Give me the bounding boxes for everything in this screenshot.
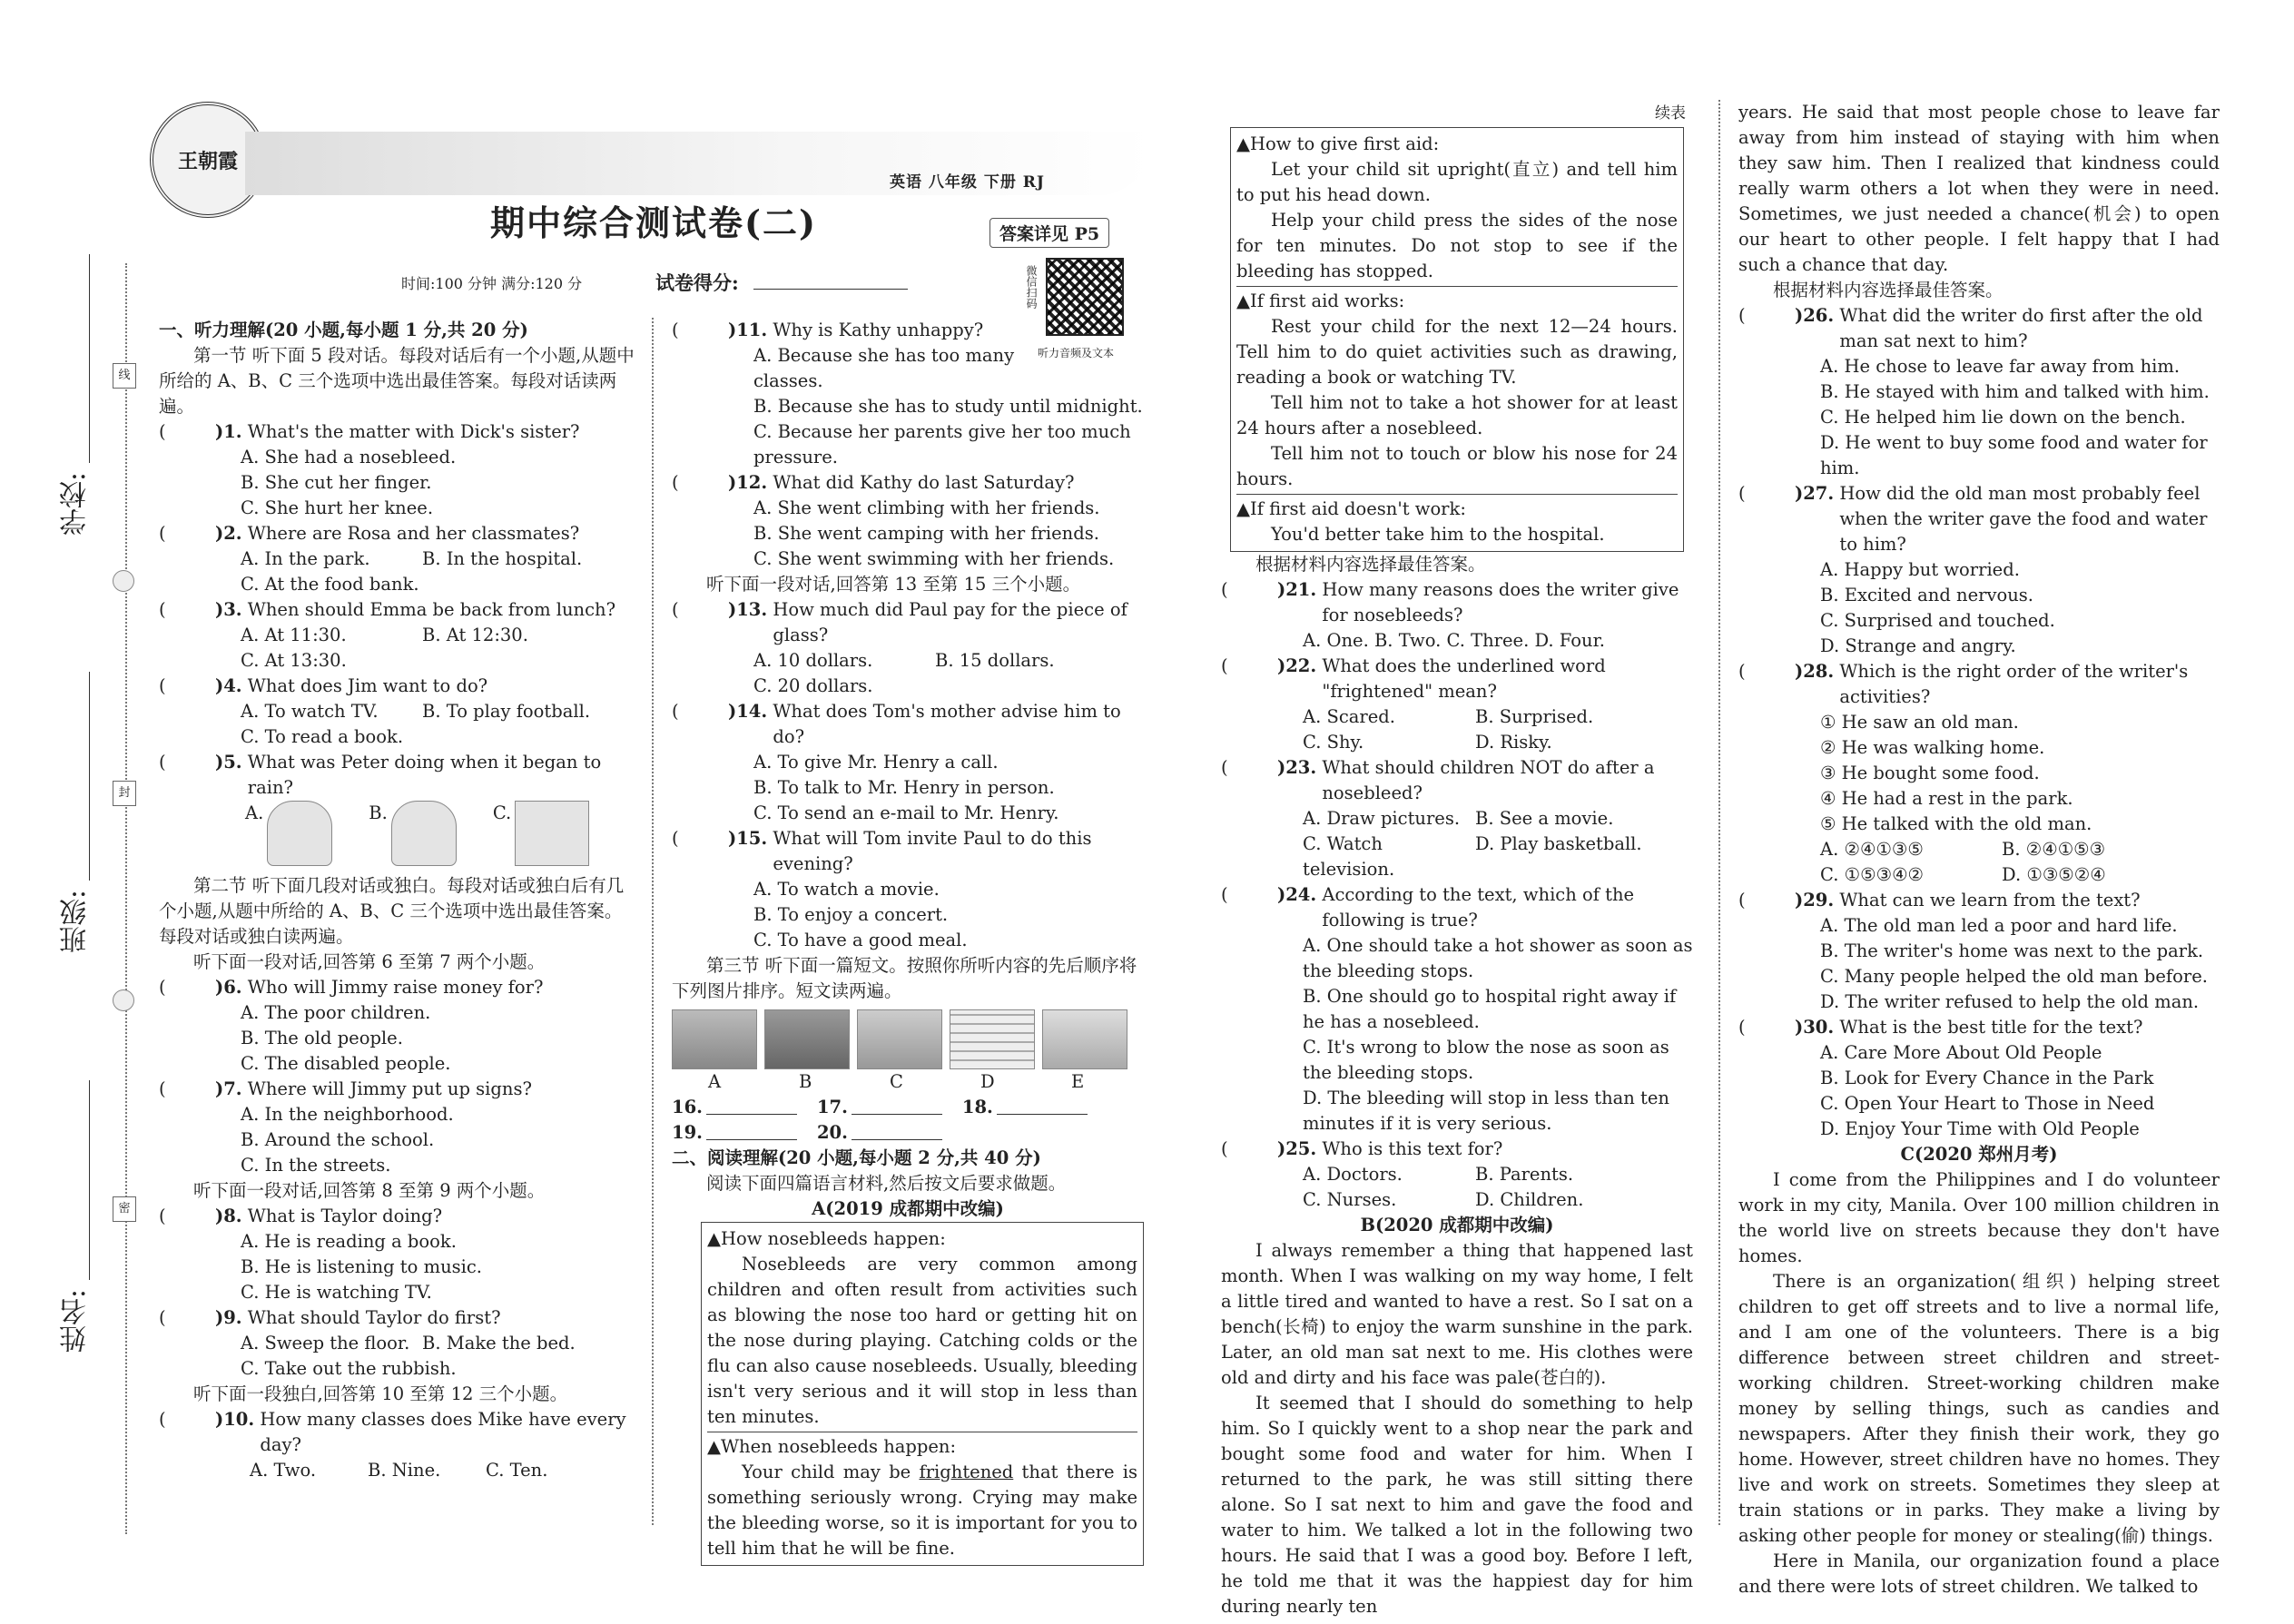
q11-opt-a[interactable]: A. Because she has too many classes. (753, 345, 1015, 391)
seal-mark-2: 封 (113, 781, 136, 806)
logo-text: 王朝霞 (177, 149, 238, 173)
blank-16-label: 16. (672, 1097, 703, 1117)
q7-opt-c[interactable]: C. In the streets. (241, 1155, 391, 1176)
q7-num: )7. (215, 1078, 242, 1099)
question-8[interactable]: ( )8. What is Taylor doing? (159, 1204, 635, 1229)
pic-label-e: E (1071, 1071, 1085, 1092)
q23-opts-2 (1221, 832, 1693, 882)
q6-num: )6. (215, 977, 242, 998)
q25-text: Who is this text for? (1322, 1138, 1503, 1159)
q28-opt-a[interactable]: A. ②④①③⑤ (1820, 839, 1924, 860)
q27-opt-a[interactable]: A. Happy but worried. (1820, 559, 2020, 580)
q27-opt-d[interactable]: D. Strange and angry. (1820, 635, 2016, 656)
q9-opt-c[interactable]: C. Take out the rubbish. (241, 1358, 457, 1379)
blank-19-label: 19. (672, 1122, 703, 1143)
q5-pictures (159, 801, 635, 873)
q29-num: )29. (1795, 890, 1835, 910)
col-divider-3 (1718, 100, 1720, 1525)
q4-text: What does Jim want to do? (247, 675, 488, 696)
q22-opt-c[interactable]: C. Shy. (1303, 732, 1364, 753)
q22-opt-b[interactable]: B. Surprised. (1475, 706, 1594, 727)
q23-opts-1 (1221, 806, 1693, 832)
continued-label: 续表 (1655, 104, 1686, 123)
q5-label-b: B. (369, 802, 388, 823)
q29-opt-b[interactable]: B. The writer's home was next to the park. (1820, 940, 2204, 961)
q2-opt-b[interactable]: B. In the hospital. (422, 548, 583, 569)
q15-num: )15. (728, 828, 768, 849)
q25-opt-d[interactable]: D. Children. (1475, 1189, 1584, 1210)
q3-opts (159, 623, 635, 648)
q27-text: How did the old man most probably feel when the writer gave the food and water to him? (1839, 483, 2208, 555)
box-a1-head: ▲How nosebleeds happen: (707, 1228, 946, 1249)
man-phone-image[interactable] (764, 1009, 850, 1069)
q24-opt-a[interactable]: A. One should take a hot shower as soon as the bleeding stops. (1303, 935, 1693, 981)
q25-opt-c[interactable]: C. Nurses. (1303, 1189, 1397, 1210)
blank-18[interactable] (997, 1095, 1088, 1115)
box-b3 (1236, 495, 1678, 549)
calendar-image[interactable] (950, 1009, 1035, 1069)
box-b3-head: ▲If first aid doesn't work: (1236, 498, 1466, 519)
box-b2-p3: Tell him not to touch or blow his nose for 24 hours. (1236, 443, 1678, 489)
question-3[interactable]: ( )3. When should Emma be back from lunch? (159, 597, 635, 623)
question-6[interactable]: ( )6. Who will Jimmy raise money for? (159, 975, 635, 1000)
q28-item-4: ④ He had a rest in the park. (1820, 788, 2073, 809)
q1-text: What's the matter with Dick's sister? (247, 421, 580, 442)
box-a2-text (707, 1460, 1137, 1561)
s3-intro: 第三节 听下面一篇短文。按照你所听内容的先后顺序将下列图片排序。短文读两遍。 (672, 955, 1137, 1001)
q29-opt-a[interactable]: A. The old man led a poor and hard life. (1820, 915, 2178, 936)
q10-opt-c[interactable]: C. Ten. (486, 1460, 548, 1481)
family-image[interactable] (857, 1009, 942, 1069)
question-28[interactable]: ( )28. Which is the right order of the writer's activities? (1738, 659, 2220, 710)
binding-line (125, 263, 127, 1534)
s2-reading-intro: 阅读下面四篇语言材料,然后按文后要求做题。 (706, 1173, 1067, 1194)
q30-opt-a[interactable]: A. Care More About Old People (1820, 1042, 2102, 1063)
q22-opt-a[interactable]: A. Scared. (1303, 706, 1395, 727)
q30-opt-c[interactable]: C. Open Your Heart to Those in Need (1820, 1093, 2155, 1114)
box-b3-p1: You'd better take him to the hospital. (1271, 524, 1605, 545)
col3-instr: 根据材料内容选择最佳答案。 (1255, 554, 1486, 575)
q13-opt-c[interactable]: C. 20 dollars. (753, 675, 873, 696)
passage-c-p2: There is an organization(组织) helping street children to get off streets and to live a normal life, and I am one of the volunteers. There is a big difference between street children and street-working children. Street-working children make money by selling things, such as candies and newspapers. After they finish their work, they go home. However, street children have no homes. They live and work on streets. Sometimes they sleep at train stations or in parks. They make a living by asking other people for money or stealing(偷) things. (1738, 1271, 2220, 1546)
q12-opt-b[interactable]: B. She went camping with her friends. (753, 523, 1099, 544)
score-blank[interactable] (753, 289, 908, 290)
col-divider-1 (652, 318, 654, 1525)
q21-num: )21. (1277, 579, 1317, 600)
q25-opts-2 (1221, 1187, 1693, 1213)
q28-item-5: ⑤ He talked with the old man. (1820, 813, 2092, 834)
blank-16[interactable] (706, 1095, 797, 1115)
page-title: 期中综合测试卷(二) (490, 202, 817, 243)
q22-opts-1 (1221, 704, 1693, 730)
q4-num: )4. (215, 675, 242, 696)
q23-num: )23. (1277, 757, 1317, 778)
question-22[interactable]: ( )22. What does the underlined word "frightened" mean? (1221, 654, 1693, 704)
s1-intro: 第一节 听下面 5 段对话。每段对话后有一个小题,从题中所给的 A、B、C 三个选项中选出最佳答案。每段对话读两遍。 (159, 345, 635, 417)
q14-opt-b[interactable]: B. To talk to Mr. Henry in person. (753, 777, 1055, 798)
q23-opt-c[interactable]: C. Watch television. (1303, 833, 1395, 880)
score-label: 试卷得分: (655, 271, 739, 294)
blank-row-1 (672, 1095, 1144, 1120)
q10-text: How many classes does Mike have every day? (260, 1409, 626, 1455)
pic-label-b: B (799, 1071, 812, 1092)
q6-opt-a[interactable]: A. The poor children. (241, 1002, 431, 1023)
q5-text: What was Peter doing when it began to rain? (247, 752, 602, 798)
q25-opts-1 (1221, 1162, 1693, 1187)
q24-text: According to the text, which of the following is true? (1322, 884, 1635, 930)
passage-a-box-cont (1230, 127, 1684, 552)
q13-opts (672, 648, 1144, 674)
box-a1 (707, 1225, 1137, 1432)
blank-18-label: 18. (961, 1097, 993, 1117)
q6-opt-b[interactable]: B. The old people. (241, 1028, 403, 1048)
q2-opt-a[interactable]: A. In the park. (241, 548, 370, 569)
passage-c-p3: Here in Manila, our organization found a place and there were lots of street children. We talked to (1738, 1550, 2220, 1597)
q22-text: What does the underlined word "frightened" mean? (1322, 655, 1606, 702)
q1-opt-a[interactable]: A. She had a nosebleed. (241, 447, 457, 468)
box-b1-p1: Let your child sit upright(直立) and tell him to put his head down. (1236, 159, 1678, 205)
passage-b-p1: I always remember a thing that happened last month. When I was walking on my way home, I felt a little tired and wanted to have a rest. So I sat on a bench(长椅) to enjoy the warm sunshine in the park. Later, an old man sat next to me. His clothes were old and dirty and his face was pale(苍白的). (1221, 1240, 1693, 1388)
q14-opt-a[interactable]: A. To give Mr. Henry a call. (753, 752, 999, 773)
q26-text: What did the writer do first after the old man sat next to him? (1839, 305, 2203, 351)
s3-pictures (672, 1009, 1144, 1069)
question-26[interactable]: ( )26. What did the writer do first after the old man sat next to him? (1738, 303, 2220, 354)
s2-d: 听下面一段对话,回答第 13 至第 15 三个小题。 (706, 574, 1081, 595)
q28-item-2: ② He was walking home. (1820, 737, 2045, 758)
q12-text: What did Kathy do last Saturday? (773, 472, 1075, 493)
question-2[interactable]: ( )2. Where are Rosa and her classmates? (159, 521, 635, 546)
q28-text: Which is the right order of the writer's activities? (1839, 661, 2189, 707)
box-a2 (707, 1432, 1137, 1563)
reading-child-image (267, 801, 332, 866)
q9-num: )9. (215, 1307, 242, 1328)
passage-b-cont: years. He said that most people chose to leave far away from him instead of staying with him when they saw him. Then I realized that kindness could really warm others a lot when they were in need. Sometimes, we just needed a chance(机会) to open our heart to other people. I felt happy that I had such a chance that day. (1738, 102, 2220, 275)
time-score: 时间:100 分钟 满分:120 分 (401, 275, 583, 292)
blank-19[interactable] (706, 1120, 797, 1140)
q8-opt-c[interactable]: C. He is watching TV. (241, 1282, 432, 1303)
qr-side-label: 微信扫码 (1025, 265, 1038, 309)
q3-opt-b[interactable]: B. At 12:30. (422, 625, 528, 645)
q6-opt-c[interactable]: C. The disabled people. (241, 1053, 451, 1074)
blank-17-label: 17. (816, 1097, 848, 1117)
q13-opt-b[interactable]: B. 15 dollars. (935, 650, 1055, 671)
q14-text: What does Tom's mother advise him to do? (773, 701, 1121, 747)
blank-20[interactable] (852, 1120, 942, 1140)
q4-opts (159, 699, 635, 724)
q13-num: )13. (728, 599, 768, 620)
q10-opt-a[interactable]: A. Two. (250, 1460, 317, 1481)
box-b2-p1: Rest your child for the next 12—24 hours. Tell him to do quiet activities such as drawing, reading a book or watching TV. (1236, 316, 1678, 388)
q5-pic-b[interactable] (369, 801, 457, 873)
q3-opt-c[interactable]: C. At 13:30. (241, 650, 347, 671)
q2-opts (159, 546, 635, 572)
q23-text: What should children NOT do after a nosebleed? (1322, 757, 1655, 803)
q2-opt-c[interactable]: C. At the food bank. (241, 574, 419, 595)
col4-instr: 根据材料内容选择最佳答案。 (1773, 280, 2004, 300)
q28-opt-b[interactable]: B. ②④①⑤③ (2002, 839, 2106, 860)
q27-num: )27. (1795, 483, 1835, 504)
section-1-heading: 一、听力理解(20 小题,每小题 1 分,共 20 分) (159, 320, 528, 340)
runner-image[interactable] (672, 1009, 757, 1069)
q26-opt-a[interactable]: A. He chose to leave far away from him. (1820, 356, 2181, 377)
q23-opt-b[interactable]: B. See a movie. (1475, 808, 1614, 829)
q28-item-3: ③ He bought some food. (1820, 763, 2040, 783)
section-2-heading: 二、阅读理解(20 小题,每小题 2 分,共 40 分) (672, 1147, 1041, 1168)
q9-opt-b[interactable]: B. Make the bed. (422, 1333, 576, 1353)
question-4[interactable]: ( )4. What does Jim want to do? (159, 674, 635, 699)
q1-opt-b[interactable]: B. She cut her finger. (241, 472, 432, 493)
qr-caption: 听力音频及文本 (1038, 347, 1115, 359)
q5-pic-c[interactable] (493, 801, 589, 873)
question-7[interactable]: ( )7. Where will Jimmy put up signs? (159, 1077, 635, 1102)
q22-opts-2 (1221, 730, 1693, 755)
class-label: 班级: (60, 890, 92, 954)
q28-opt-c[interactable]: C. ①⑤③④② (1820, 864, 1925, 885)
question-27[interactable]: ( )27. How did the old man most probably feel when the writer gave the food and water to him? (1738, 481, 2220, 557)
blank-20-label: 20. (816, 1122, 848, 1143)
box-b1-head: ▲How to give first aid: (1236, 133, 1440, 154)
q8-opt-a[interactable]: A. He is reading a book. (241, 1231, 457, 1252)
q11-num: )11. (728, 320, 768, 340)
question-25[interactable]: ( )25. Who is this text for? (1221, 1137, 1693, 1162)
q1-opt-c[interactable]: C. She hurt her knee. (241, 497, 434, 518)
s2-intro: 第二节 听下面几段对话或独白。每段对话或独白后有几个小题,从题中所给的 A、B、C 三个选项中选出最佳答案。每段对话或独白读两遍。 (159, 875, 625, 947)
question-21[interactable]: ( )21. How many reasons does the writer give for nosebleeds? (1221, 577, 1693, 628)
q22-opt-d[interactable]: D. Risky. (1475, 732, 1552, 753)
subject-label: 英语 八年级 下册 RJ (890, 173, 1045, 192)
q29-opt-c[interactable]: C. Many people helped the old man before. (1820, 966, 2208, 987)
q15-opt-c[interactable]: C. To have a good meal. (753, 930, 968, 950)
q30-opt-b[interactable]: B. Look for Every Chance in the Park (1820, 1068, 2154, 1088)
q27-opt-b[interactable]: B. Excited and nervous. (1820, 585, 2033, 605)
name-blank[interactable] (89, 1080, 90, 1280)
question-1[interactable]: ( )1. What's the matter with Dick's sister? (159, 419, 635, 445)
box-b2 (1236, 287, 1678, 495)
passage-b-title: B(2020 成都期中改编) (1360, 1215, 1554, 1235)
binding-circle-2 (113, 989, 134, 1011)
q11-opt-b[interactable]: B. Because she has to study until midnight. (753, 396, 1143, 417)
q12-opt-a[interactable]: A. She went climbing with her friends. (753, 497, 1100, 518)
seal-mark-1: 线 (113, 363, 136, 389)
q23-opt-a[interactable]: A. Draw pictures. (1303, 808, 1461, 829)
question-11[interactable]: ( )11. Why is Kathy unhappy? (672, 318, 1144, 343)
q28-num: )28. (1795, 661, 1835, 682)
blank-17[interactable] (852, 1095, 942, 1115)
q10-num: )10. (215, 1409, 255, 1430)
q15-text: What will Tom invite Paul to do this evening? (773, 828, 1092, 874)
q10-opt-b[interactable]: B. Nine. (368, 1460, 441, 1481)
column-3 (1221, 127, 1693, 1619)
q5-label-a: A. (245, 802, 264, 823)
q27-opt-c[interactable]: C. Surprised and touched. (1820, 610, 2055, 631)
s2-c: 听下面一段独白,回答第 10 至第 12 三个小题。 (193, 1383, 568, 1404)
sitting-child-image (391, 801, 457, 866)
question-30[interactable]: ( )30. What is the best title for the text? (1738, 1015, 2220, 1040)
box-b1 (1236, 130, 1678, 287)
box-b2-head: ▲If first aid works: (1236, 290, 1405, 311)
q28-opts-1 (1738, 837, 2220, 862)
box-b1-p2: Help your child press the sides of the nose for ten minutes. Do not stop to see if the bleeding has stopped. (1236, 210, 1678, 281)
q14-opt-c[interactable]: C. To send an e-mail to Mr. Henry. (753, 802, 1059, 823)
pic-labels (672, 1069, 1144, 1095)
question-10[interactable]: ( )10. How many classes does Mike have every day? (159, 1407, 635, 1458)
q9-text: What should Taylor do first? (247, 1307, 501, 1328)
q29-text: What can we learn from the text? (1839, 890, 2141, 910)
q21-text: How many reasons does the writer give for nosebleeds? (1322, 579, 1679, 625)
q30-opt-d[interactable]: D. Enjoy Your Time with Old People (1820, 1118, 2140, 1139)
school-blank[interactable] (89, 254, 90, 463)
box-a2-post: that there is something seriously wrong. Crying may make the bleeding worse, so it is important for you to tell him that he will be fine. (707, 1462, 1138, 1559)
q25-num: )25. (1277, 1138, 1317, 1159)
q28-opts-2 (1738, 862, 2220, 888)
school-label: 学校: (60, 472, 92, 536)
box-a2-head: ▲When nosebleeds happen: (707, 1436, 957, 1457)
question-24[interactable]: ( )24. According to the text, which of the following is true? (1221, 882, 1693, 933)
pic-label-d: D (980, 1071, 995, 1092)
box-a2-pre: Your child may be (742, 1462, 920, 1482)
q30-text: What is the best title for the text? (1839, 1017, 2143, 1038)
q3-text: When should Emma be back from lunch? (247, 599, 616, 620)
seal-mark-3: 密 (113, 1196, 136, 1222)
question-12[interactable]: ( )12. What did Kathy do last Saturday? (672, 470, 1144, 496)
q2-num: )2. (215, 523, 242, 544)
underlined-word: frightened (919, 1462, 1014, 1482)
q1-num: )1. (215, 421, 242, 442)
name-label: 姓名: (60, 1289, 92, 1353)
column-4 (1738, 100, 2220, 1599)
answer-ref: 答案详见 P5 (989, 218, 1109, 248)
q5-pic-a[interactable] (245, 801, 332, 873)
q6-text: Who will Jimmy raise money for? (247, 977, 544, 998)
q3-opt-a[interactable]: A. At 11:30. (241, 625, 347, 645)
question-15[interactable]: ( )15. What will Tom invite Paul to do this evening? (672, 826, 1144, 877)
q14-num: )14. (728, 701, 768, 722)
q4-opt-b[interactable]: B. To play football. (422, 701, 591, 722)
blank-row-2 (672, 1120, 1144, 1146)
pic-label-a: A (708, 1071, 722, 1092)
q13-opt-a[interactable]: A. 10 dollars. (753, 650, 873, 671)
q10-opts (159, 1458, 635, 1483)
q29-opt-d[interactable]: D. The writer refused to help the old man. (1820, 991, 2200, 1012)
woman-computer-image[interactable] (1042, 1009, 1127, 1069)
q8-opt-b[interactable]: B. He is listening to music. (241, 1256, 482, 1277)
q25-opt-b[interactable]: B. Parents. (1475, 1164, 1574, 1185)
passage-c-title: C(2020 郑州月考) (1900, 1144, 2058, 1165)
q25-opt-a[interactable]: A. Doctors. (1303, 1164, 1403, 1185)
box-a1-text: Nosebleeds are very common among children and often result from activities such as blowing the nose too hard or getting hit on the nose during playing. Catching colds or the flu can also cause nosebleeds. Usually, bleeding isn't very serious and it will stop in less than ten minutes. (707, 1254, 1137, 1427)
passage-c-p1: I come from the Philippines and I do volunteer work in my city, Manila. Over 100 million children in the world live on streets because they don't have homes. (1738, 1169, 2220, 1266)
question-9[interactable]: ( )9. What should Taylor do first? (159, 1305, 635, 1331)
q24-num: )24. (1277, 884, 1317, 905)
q24-opt-b[interactable]: B. One should go to hospital right away if he has a nosebleed. (1303, 986, 1677, 1032)
q7-opt-a[interactable]: A. In the neighborhood. (241, 1104, 454, 1125)
q2-text: Where are Rosa and her classmates? (247, 523, 580, 544)
q15-opt-a[interactable]: A. To watch a movie. (753, 879, 940, 900)
passage-b-p2: It seemed that I should do something to help him. So I quickly went to a shop near the park and bought some food and water for him. When I returned to the park, he was still sitting there alone. So I sat next to him and gave the food and water to him. We talked a lot in the following two hours. He said that I was a good boy. Before I left, he told me that it was the happiest day for him during nearly ten (1221, 1393, 1693, 1617)
q22-num: )22. (1277, 655, 1317, 676)
s2-b: 听下面一段对话,回答第 8 至第 9 两个小题。 (193, 1180, 546, 1201)
q28-item-1: ① He saw an old man. (1820, 712, 2019, 733)
class-blank[interactable] (89, 672, 90, 881)
q23-opt-d[interactable]: D. Play basketball. (1475, 833, 1642, 854)
q26-num: )26. (1795, 305, 1835, 326)
box-b2-p2: Tell him not to take a hot shower for at least 24 hours after a nosebleed. (1236, 392, 1678, 438)
q12-opt-c[interactable]: C. She went swimming with her friends. (753, 548, 1115, 569)
question-14[interactable]: ( )14. What does Tom's mother advise him to do? (672, 699, 1144, 750)
q21-opts[interactable]: A. One. B. Two. C. Three. D. Four. (1303, 630, 1605, 651)
q26-opt-c[interactable]: C. He helped him lie down on the bench. (1820, 407, 2186, 428)
q4-opt-c[interactable]: C. To read a book. (241, 726, 404, 747)
q13-text: How much did Paul pay for the piece of glass? (773, 599, 1127, 645)
tv-child-image (515, 801, 589, 866)
q8-text: What is Taylor doing? (247, 1206, 443, 1226)
binding-circle-1 (113, 570, 134, 592)
q24-opt-c[interactable]: C. It's wrong to blow the nose as soon as the bleeding stops. (1303, 1037, 1669, 1083)
q5-label-c: C. (492, 802, 512, 823)
q4-opt-a[interactable]: A. To watch TV. (241, 701, 379, 722)
q15-opt-b[interactable]: B. To enjoy a concert. (753, 904, 949, 925)
q30-num: )30. (1795, 1017, 1835, 1038)
column-2 (672, 318, 1144, 1566)
pic-label-c: C (890, 1071, 903, 1092)
q26-opt-d[interactable]: D. He went to buy some food and water for him. (1820, 432, 2208, 478)
q3-num: )3. (215, 599, 242, 620)
passage-a-title: A(2019 成都期中改编) (812, 1198, 1004, 1219)
q12-num: )12. (728, 472, 768, 493)
q28-opt-d[interactable]: D. ①③⑤②④ (2002, 864, 2106, 885)
question-23[interactable]: ( )23. What should children NOT do after a nosebleed? (1221, 755, 1693, 806)
passage-a-box (701, 1222, 1144, 1566)
q8-num: )8. (215, 1206, 242, 1226)
s2-a: 听下面一段对话,回答第 6 至第 7 两个小题。 (193, 951, 546, 972)
column-1 (159, 318, 635, 1483)
question-13[interactable]: ( )13. How much did Paul pay for the piece of glass? (672, 597, 1144, 648)
question-5[interactable]: ( )5. What was Peter doing when it began to rain? (159, 750, 635, 801)
q7-text: Where will Jimmy put up signs? (247, 1078, 532, 1099)
q24-opt-d[interactable]: D. The bleeding will stop in less than ten minutes if it is very serious. (1303, 1088, 1669, 1134)
q9-opt-a[interactable]: A. Sweep the floor. (241, 1333, 410, 1353)
q11-opt-c[interactable]: C. Because her parents give her too much pressure. (753, 421, 1131, 468)
q26-opt-b[interactable]: B. He stayed with him and talked with him. (1820, 381, 2210, 402)
q7-opt-b[interactable]: B. Around the school. (241, 1129, 435, 1150)
question-29[interactable]: ( )29. What can we learn from the text? (1738, 888, 2220, 913)
q11-text: Why is Kathy unhappy? (773, 320, 984, 340)
q9-opts (159, 1331, 635, 1356)
q5-num: )5. (215, 752, 242, 773)
